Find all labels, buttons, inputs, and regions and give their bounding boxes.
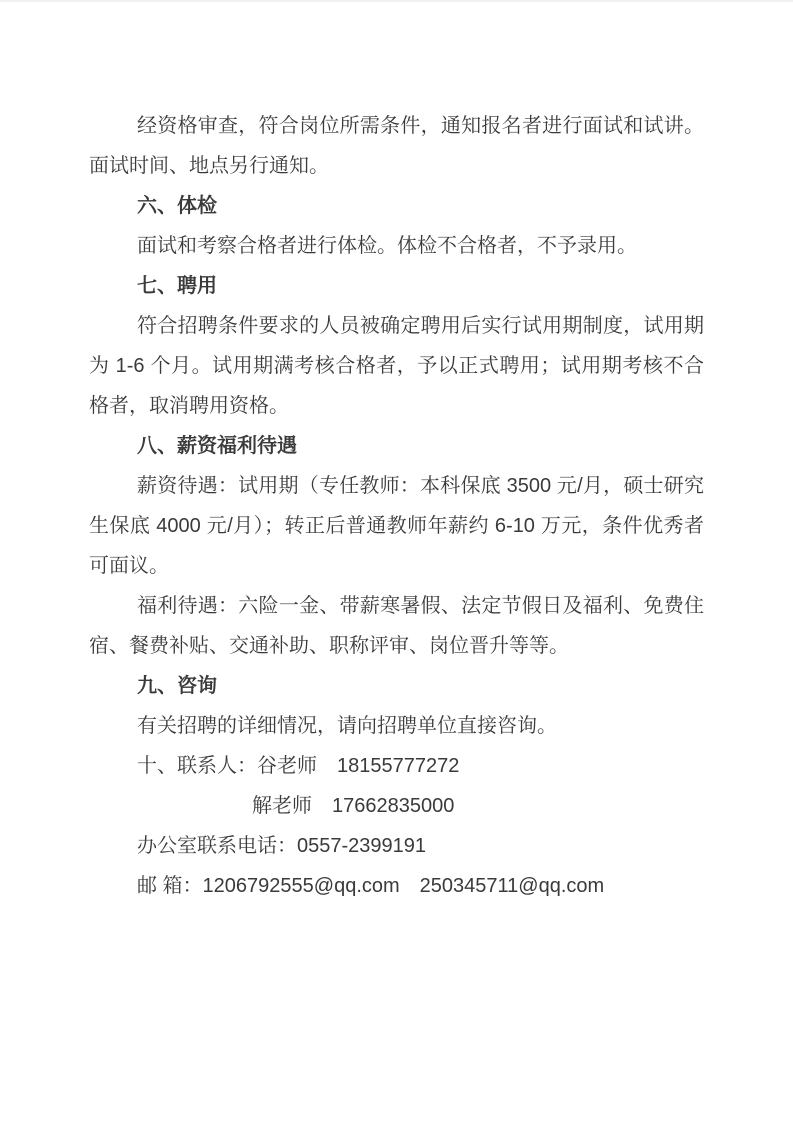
body-paragraph: 面试和考察合格者进行体检。体检不合格者，不予录用。 [137, 235, 637, 257]
section-heading: 九、咨询 [137, 675, 217, 697]
contact-line: 邮 箱：1206792555@qq.com 250345711@qq.com [137, 875, 605, 897]
body-paragraph: 符合招聘条件要求的人员被确定聘用后实行试用期制度，试用期为 1-6 个月。试用期满考核合格者，予以正式聘用；试用期考核不合格者，取消聘用资格。 [89, 315, 704, 417]
section-heading: 七、聘用 [137, 275, 217, 297]
contact-line-continuation: 解老师 17662835000 [252, 795, 455, 817]
body-paragraph: 薪资待遇：试用期（专任教师：本科保底 3500 元/月，硕士研究生保底 4000 元/月）；转正后普通教师年薪约 6-10 万元，条件优秀者可面议。 [89, 475, 704, 577]
document-body [89, 106, 704, 906]
body-paragraph: 福利待遇：六险一金、带薪寒暑假、法定节假日及福利、免费住宿、餐费补贴、交通补助、职称评审、岗位晋升等等。 [89, 595, 704, 657]
body-paragraph: 有关招聘的详细情况，请向招聘单位直接咨询。 [137, 715, 557, 737]
section-heading: 八、薪资福利待遇 [137, 435, 297, 457]
section-heading: 六、体检 [137, 195, 217, 217]
body-paragraph: 经资格审查，符合岗位所需条件，通知报名者进行面试和试讲。面试时间、地点另行通知。 [89, 115, 704, 177]
page-top-edge [0, 0, 793, 2]
contact-line: 十、联系人：谷老师 18155777272 [137, 755, 460, 777]
contact-line: 办公室联系电话：0557-2399191 [137, 835, 427, 857]
